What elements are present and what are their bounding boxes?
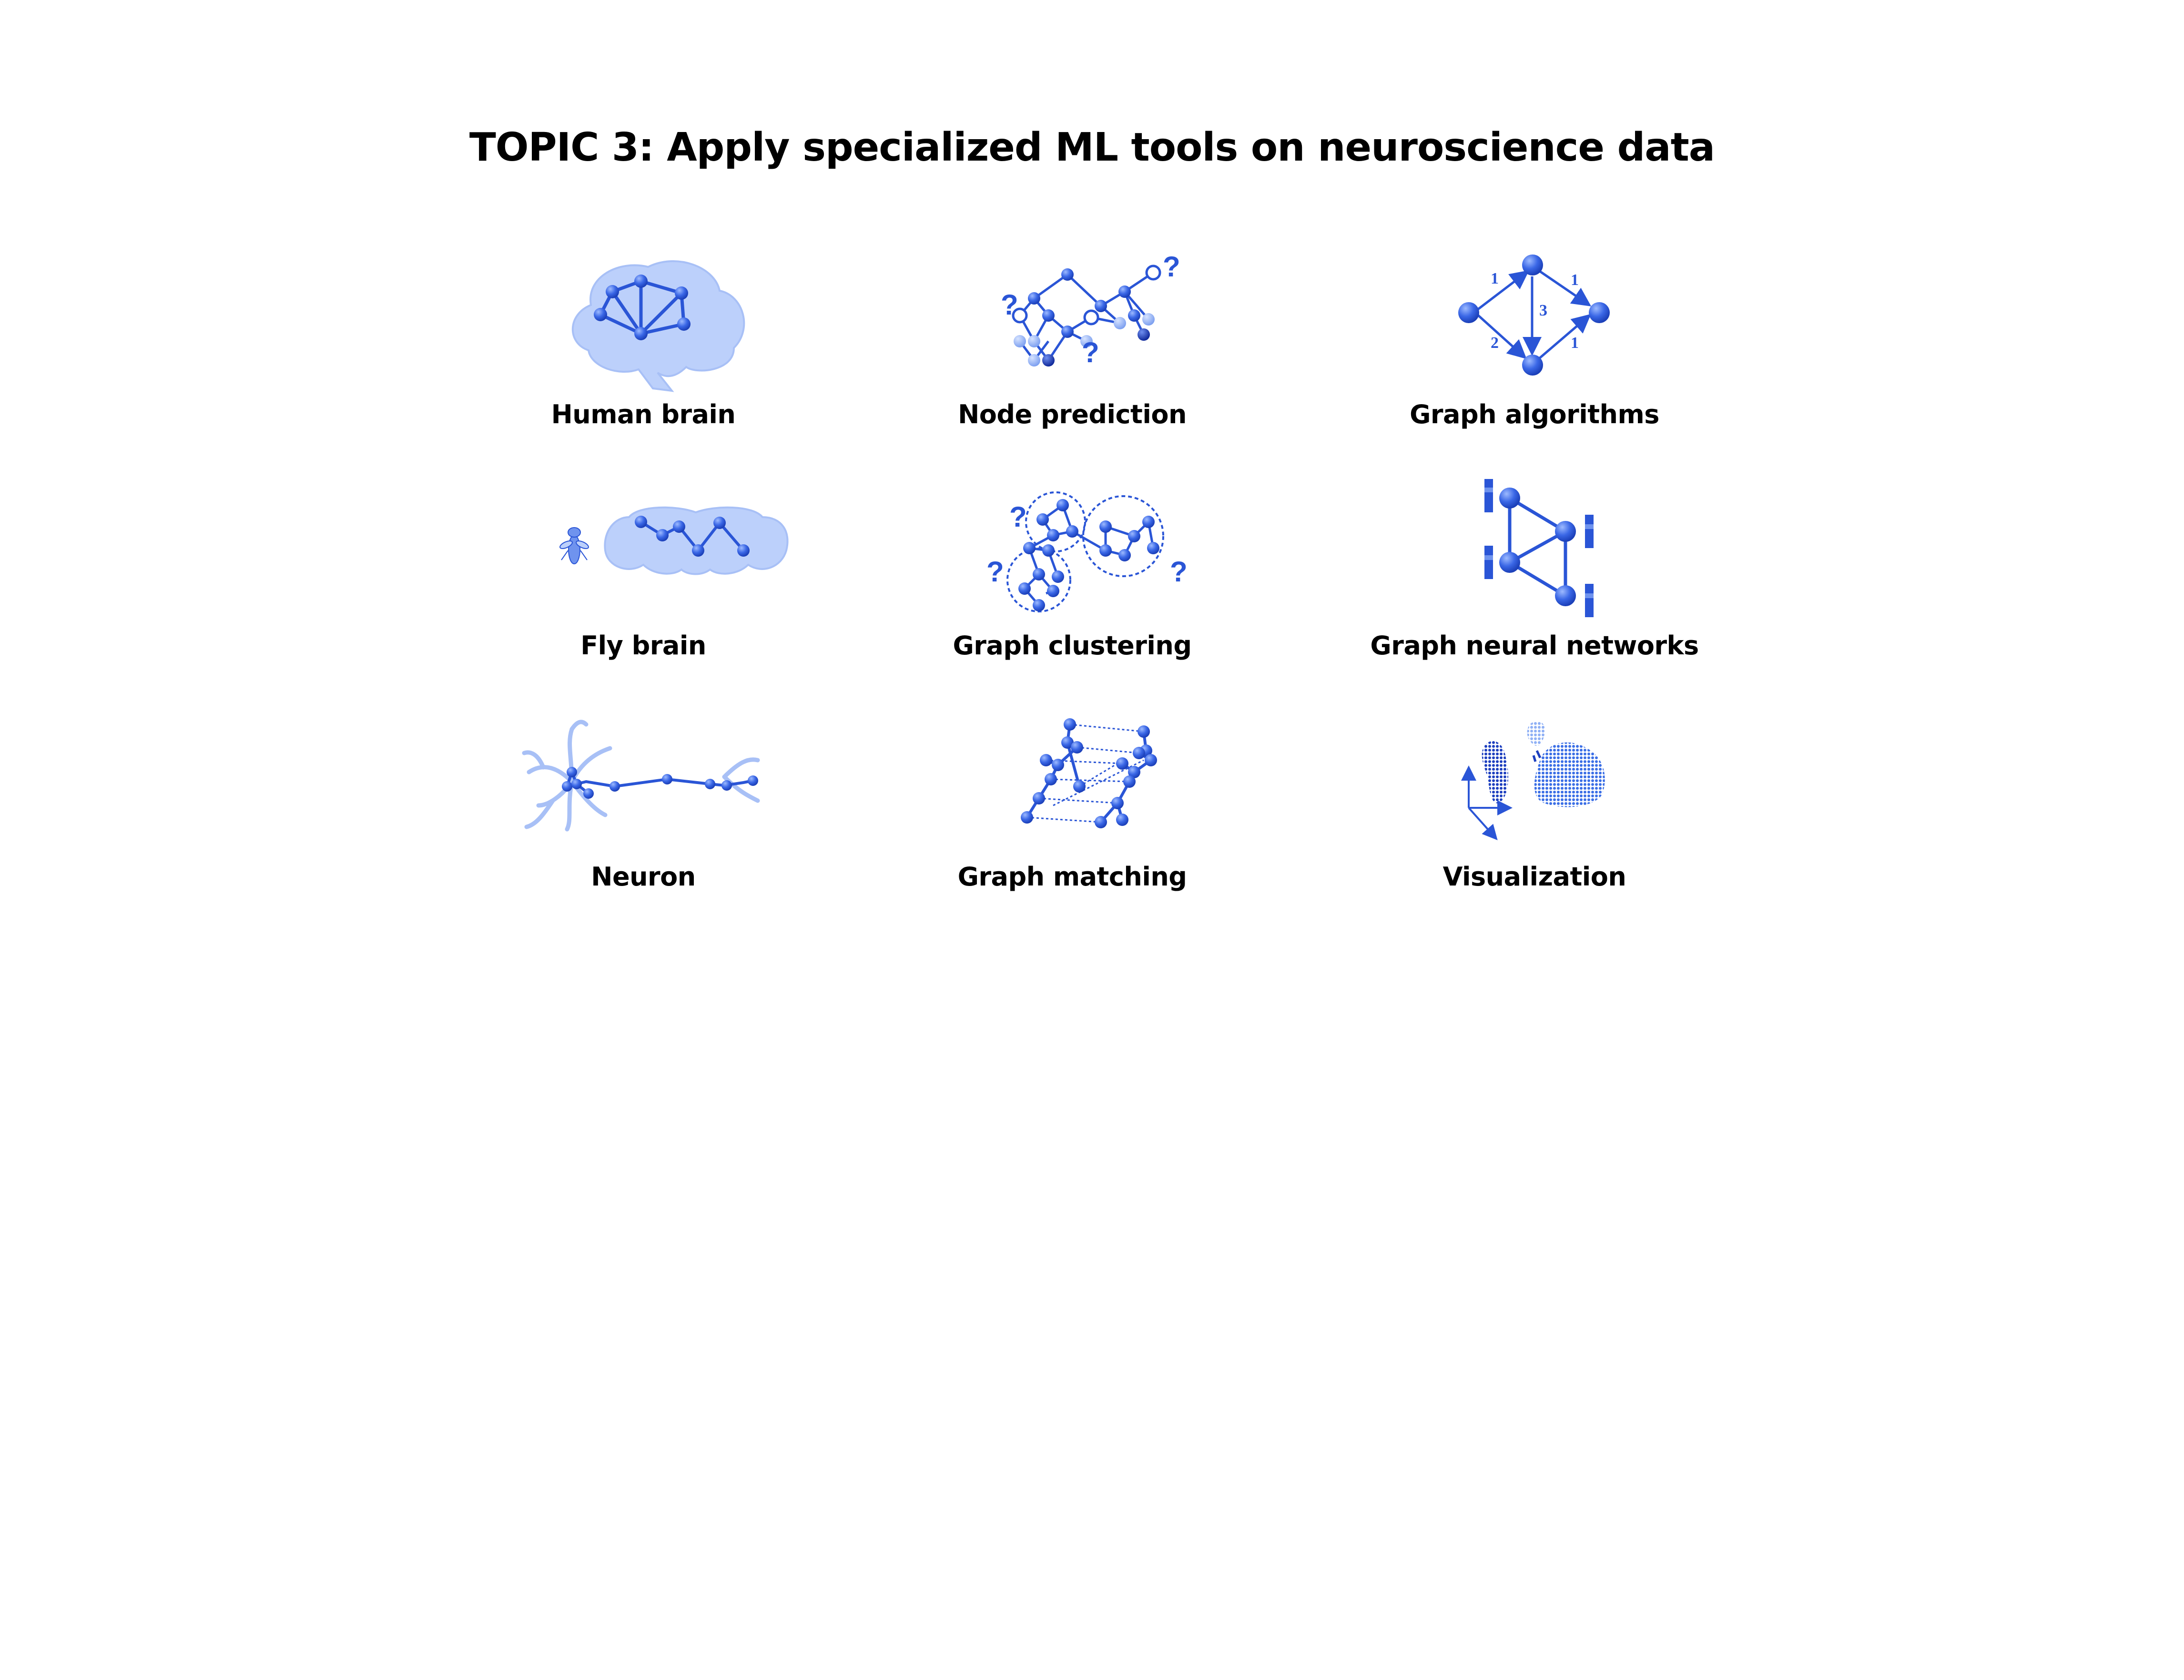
panel-neuron <box>429 710 858 910</box>
panel-visualization <box>1320 710 1749 910</box>
panel-label: Visualization <box>1442 862 1626 892</box>
panel-label: Graph matching <box>957 862 1187 892</box>
edge-weight: 3 <box>1539 302 1547 319</box>
panel-graph-clustering <box>858 479 1287 679</box>
question-mark: ? <box>1170 556 1188 588</box>
edge-weight: 1 <box>1571 334 1579 352</box>
edge-weight: 1 <box>1571 271 1579 289</box>
question-mark: ? <box>1082 336 1099 368</box>
edge-weight: 1 <box>1491 270 1499 287</box>
edge-weight: 2 <box>1491 334 1499 352</box>
panel-label: Graph neural networks <box>1370 631 1699 661</box>
question-mark: ? <box>986 556 1004 588</box>
panel-human-brain <box>429 248 858 448</box>
question-mark: ? <box>1163 251 1180 283</box>
page-title: TOPIC 3: Apply specialized ML tools on neuroscience data <box>469 125 1715 170</box>
panel-graph-neural-networks <box>1320 479 1749 679</box>
panel-label: Graph algorithms <box>1410 399 1659 429</box>
panel-graph-algorithms <box>1320 248 1749 448</box>
panel-label: Node prediction <box>958 399 1187 429</box>
panel-label: Human brain <box>551 399 736 429</box>
panel-fly-brain <box>429 479 858 679</box>
question-mark: ? <box>1001 289 1018 321</box>
panel-graph-matching <box>858 710 1287 910</box>
panel-label: Graph clustering <box>953 631 1192 661</box>
panel-node-prediction <box>858 248 1287 448</box>
panel-label: Neuron <box>591 862 696 892</box>
question-mark: ? <box>1009 501 1027 533</box>
panel-label: Fly brain <box>580 631 706 661</box>
